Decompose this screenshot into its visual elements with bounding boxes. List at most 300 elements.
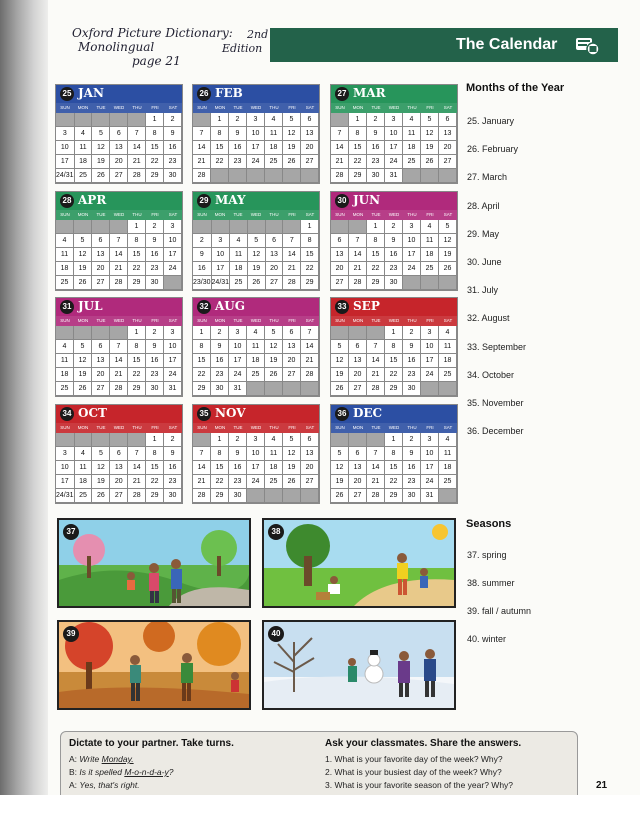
- weekday-label: TUE: [371, 425, 381, 430]
- date-cell: 18: [265, 461, 283, 475]
- date-cell: 5: [283, 433, 301, 447]
- weekday-header: [331, 316, 457, 326]
- date-cell: 13: [349, 461, 367, 475]
- weekday-label: WED: [388, 318, 400, 323]
- date-cell: 7: [128, 127, 146, 141]
- season-vocab-item: 37. spring: [467, 550, 507, 560]
- date-cell: 28: [367, 382, 385, 396]
- months-title: Months of the Year: [466, 82, 565, 94]
- date-cell: [75, 113, 93, 127]
- date-cell: 11: [439, 447, 457, 461]
- date-cell: 23: [146, 262, 164, 276]
- date-cell: 29: [385, 489, 403, 503]
- date-cell: 1: [349, 113, 367, 127]
- date-cell: 6: [349, 447, 367, 461]
- weekday-label: WED: [113, 105, 125, 110]
- date-cell: 12: [331, 461, 349, 475]
- weekday-label: SAT: [305, 318, 315, 323]
- date-cell: 16: [229, 141, 247, 155]
- calendar-aug: [192, 297, 320, 397]
- date-cell: 13: [266, 248, 284, 262]
- date-cell: 19: [331, 368, 349, 382]
- date-cell: 8: [301, 234, 319, 248]
- date-grid: [331, 326, 457, 396]
- date-cell: 9: [229, 447, 247, 461]
- month-vocab-item: 25. January: [467, 116, 515, 126]
- date-cell: 8: [211, 127, 229, 141]
- weekday-label: FRI: [151, 212, 159, 217]
- date-cell: [229, 169, 247, 183]
- month-name: DEC: [353, 406, 383, 420]
- date-cell: 25: [75, 169, 93, 183]
- weekday-label: MON: [77, 105, 89, 110]
- date-cell: 7: [110, 340, 128, 354]
- date-cell: 24: [164, 368, 182, 382]
- date-cell: [75, 433, 93, 447]
- date-cell: 30: [229, 489, 247, 503]
- weekday-label: SUN: [335, 318, 345, 323]
- weekday-label: FRI: [288, 318, 296, 323]
- month-name: MAR: [353, 86, 386, 100]
- date-cell: 26: [74, 276, 92, 290]
- weekday-label: SUN: [60, 425, 70, 430]
- month-vocab-item: 26. February: [467, 144, 519, 155]
- date-cell: 11: [75, 141, 93, 155]
- date-cell: 23: [385, 262, 403, 276]
- exercise-box: [60, 731, 578, 799]
- date-cell: 6: [331, 234, 349, 248]
- date-cell: 7: [301, 326, 319, 340]
- weekday-label: TUE: [233, 425, 243, 430]
- date-cell: 11: [265, 127, 283, 141]
- date-cell: 21: [110, 262, 128, 276]
- date-cell: 9: [164, 447, 182, 461]
- date-cell: 4: [56, 234, 74, 248]
- date-cell: 6: [92, 340, 110, 354]
- date-cell: [283, 220, 301, 234]
- date-cell: 23: [211, 368, 229, 382]
- calendar-header: [56, 85, 182, 103]
- weekday-label: WED: [250, 212, 262, 217]
- date-cell: 10: [403, 234, 421, 248]
- weekday-label: THU: [407, 425, 417, 430]
- date-cell: 25: [56, 382, 74, 396]
- date-cell: 20: [349, 475, 367, 489]
- date-cell: 21: [128, 155, 146, 169]
- weekday-label: FRI: [426, 212, 434, 217]
- dictation-title: Dictate to your partner. Take turns.: [69, 738, 234, 749]
- date-cell: 23: [164, 155, 182, 169]
- date-cell: 7: [349, 234, 367, 248]
- date-cell: 21: [283, 262, 301, 276]
- weekday-label: SUN: [335, 212, 345, 217]
- date-cell: 25: [439, 475, 457, 489]
- date-cell: 9: [193, 248, 212, 262]
- weekday-header: [56, 316, 182, 326]
- date-cell: 10: [247, 127, 265, 141]
- date-grid: [331, 113, 457, 183]
- date-cell: [421, 382, 439, 396]
- date-cell: 9: [403, 447, 421, 461]
- date-cell: 13: [331, 248, 349, 262]
- date-cell: [403, 169, 421, 183]
- date-cell: 14: [367, 354, 385, 368]
- weekday-label: SUN: [60, 318, 70, 323]
- date-cell: 21: [367, 368, 385, 382]
- date-cell: 30: [211, 382, 229, 396]
- note-line-1: Oxford Picture Dictionary:: [72, 26, 233, 40]
- date-cell: 2: [146, 326, 164, 340]
- date-cell: 12: [331, 354, 349, 368]
- date-cell: 27: [301, 155, 319, 169]
- month-name: SEP: [353, 299, 380, 313]
- date-cell: 13: [301, 127, 319, 141]
- date-cell: 31: [164, 382, 182, 396]
- fall-scene-image: [59, 622, 249, 708]
- date-cell: 5: [421, 113, 439, 127]
- date-cell: 6: [92, 234, 110, 248]
- date-cell: [110, 113, 128, 127]
- month-number: 30: [335, 194, 349, 208]
- date-cell: 24: [385, 155, 403, 169]
- date-cell: 12: [283, 127, 301, 141]
- weekday-label: SAT: [443, 105, 453, 110]
- weekday-label: THU: [269, 212, 279, 217]
- month-name: APR: [78, 193, 107, 207]
- date-cell: 1: [128, 220, 146, 234]
- month-number: 29: [197, 194, 211, 208]
- date-cell: 22: [367, 262, 385, 276]
- date-cell: 12: [74, 248, 92, 262]
- date-cell: 19: [248, 262, 266, 276]
- date-cell: [128, 433, 146, 447]
- date-cell: [92, 113, 110, 127]
- date-cell: 17: [164, 354, 182, 368]
- date-cell: 13: [283, 340, 301, 354]
- date-cell: 22: [146, 475, 164, 489]
- date-cell: 28: [367, 489, 385, 503]
- date-cell: [212, 220, 231, 234]
- page-number: 21: [596, 780, 608, 791]
- weekday-header: [193, 316, 319, 326]
- month-number: 28: [60, 194, 74, 208]
- date-cell: 28: [301, 368, 319, 382]
- speaker-label: A:: [69, 780, 78, 790]
- date-cell: 2: [211, 326, 229, 340]
- date-cell: 15: [193, 354, 211, 368]
- date-cell: 10: [164, 234, 182, 248]
- date-cell: 19: [74, 368, 92, 382]
- date-cell: [283, 489, 301, 503]
- date-cell: 15: [146, 461, 164, 475]
- date-cell: 14: [110, 354, 128, 368]
- date-cell: 21: [128, 475, 146, 489]
- date-cell: [349, 220, 367, 234]
- date-cell: 21: [193, 475, 211, 489]
- date-cell: 8: [385, 340, 403, 354]
- date-cell: 23: [229, 155, 247, 169]
- date-cell: 8: [146, 447, 164, 461]
- date-cell: 14: [128, 461, 146, 475]
- date-cell: 12: [421, 127, 439, 141]
- date-cell: [439, 489, 457, 503]
- season-vocab-item: 38. summer: [467, 578, 515, 588]
- date-cell: 28: [128, 169, 146, 183]
- date-cell: 6: [349, 340, 367, 354]
- date-cell: 5: [92, 447, 110, 461]
- date-cell: 28: [193, 489, 211, 503]
- date-cell: 2: [367, 113, 385, 127]
- date-cell: 5: [331, 340, 349, 354]
- date-cell: 11: [56, 248, 74, 262]
- weekday-label: THU: [132, 318, 142, 323]
- question: 3. What is your favorite season of the year? Why?: [325, 780, 514, 790]
- date-cell: 19: [439, 248, 457, 262]
- date-cell: 24: [247, 475, 265, 489]
- date-cell: 12: [283, 447, 301, 461]
- calendar-header: [56, 192, 182, 210]
- date-cell: 14: [283, 248, 301, 262]
- date-cell: 9: [385, 234, 403, 248]
- date-cell: 29: [385, 382, 403, 396]
- date-cell: 11: [247, 340, 265, 354]
- date-cell: 10: [164, 340, 182, 354]
- date-cell: 7: [193, 127, 211, 141]
- weekday-header: [193, 423, 319, 433]
- date-grid: [331, 433, 457, 503]
- date-cell: [439, 382, 457, 396]
- weekday-label: SUN: [197, 318, 207, 323]
- calendar-mar: [330, 84, 458, 184]
- date-cell: 25: [265, 475, 283, 489]
- date-cell: [265, 489, 283, 503]
- calendar-header: [193, 85, 319, 103]
- date-grid: [193, 220, 319, 290]
- date-cell: 31: [421, 489, 439, 503]
- date-cell: 17: [164, 248, 182, 262]
- weekday-label: SAT: [168, 105, 178, 110]
- question: 1. What is your favorite day of the week? Why?: [325, 754, 503, 764]
- weekday-label: THU: [407, 318, 417, 323]
- date-cell: [56, 326, 74, 340]
- date-cell: 27: [301, 475, 319, 489]
- weekday-label: MON: [214, 425, 226, 430]
- date-cell: 20: [439, 141, 457, 155]
- date-cell: 27: [92, 276, 110, 290]
- date-cell: 6: [110, 127, 128, 141]
- date-cell: 18: [247, 354, 265, 368]
- date-cell: 17: [56, 475, 75, 489]
- date-cell: 18: [265, 141, 283, 155]
- note-edition: Edition: [222, 42, 263, 55]
- date-cell: 29: [193, 382, 211, 396]
- date-cell: 24: [421, 368, 439, 382]
- date-cell: 5: [248, 234, 266, 248]
- date-cell: 19: [421, 141, 439, 155]
- date-cell: 19: [265, 354, 283, 368]
- date-cell: 30: [164, 169, 182, 183]
- picture-number: 38: [268, 524, 284, 540]
- date-cell: 6: [301, 433, 319, 447]
- date-cell: 18: [439, 461, 457, 475]
- date-cell: 16: [164, 141, 182, 155]
- date-cell: 24: [229, 368, 247, 382]
- weekday-label: TUE: [233, 212, 243, 217]
- weekday-label: SUN: [197, 105, 207, 110]
- question: 2. What is your busiest day of the week? Why?: [325, 767, 502, 777]
- date-cell: 17: [247, 461, 265, 475]
- date-cell: 25: [265, 155, 283, 169]
- date-cell: 17: [385, 141, 403, 155]
- date-cell: 15: [367, 248, 385, 262]
- date-cell: 29: [146, 169, 164, 183]
- date-cell: 7: [128, 447, 146, 461]
- date-cell: 26: [283, 155, 301, 169]
- date-cell: 10: [56, 141, 75, 155]
- date-cell: [92, 220, 110, 234]
- spring-scene-image: [59, 520, 249, 606]
- calendar-jul: [55, 297, 183, 397]
- date-cell: 9: [146, 340, 164, 354]
- date-cell: 26: [74, 382, 92, 396]
- date-cell: [247, 489, 265, 503]
- date-cell: 9: [367, 127, 385, 141]
- note-line-2: Monolingual: [78, 40, 155, 54]
- month-vocab-item: 33. September: [467, 341, 527, 352]
- speaker-label: B:: [69, 767, 78, 777]
- calendar-header: [193, 405, 319, 423]
- date-cell: [301, 489, 319, 503]
- date-cell: 15: [385, 461, 403, 475]
- date-cell: [56, 220, 74, 234]
- weekday-label: MON: [352, 105, 364, 110]
- date-cell: 28: [110, 382, 128, 396]
- page-bottom-margin: [0, 795, 640, 835]
- weekday-label: THU: [132, 105, 142, 110]
- date-cell: 14: [128, 141, 146, 155]
- date-cell: 22: [385, 368, 403, 382]
- date-cell: 6: [301, 113, 319, 127]
- date-cell: 22: [193, 368, 211, 382]
- month-number: 31: [60, 300, 74, 314]
- weekday-label: WED: [113, 212, 125, 217]
- date-cell: 20: [92, 262, 110, 276]
- calendar-jun: [330, 191, 458, 291]
- date-cell: 6: [439, 113, 457, 127]
- date-cell: 3: [56, 127, 75, 141]
- calendar-sep: [330, 297, 458, 397]
- date-cell: [265, 382, 283, 396]
- date-cell: 10: [421, 447, 439, 461]
- month-vocab-item: 35. November: [467, 398, 524, 408]
- month-number: 33: [335, 300, 349, 314]
- date-cell: 24/31: [56, 489, 75, 503]
- date-cell: 25: [75, 489, 93, 503]
- weekday-label: FRI: [151, 425, 159, 430]
- date-cell: [301, 169, 319, 183]
- dictation-exercise: [69, 738, 309, 792]
- weekday-label: TUE: [371, 105, 381, 110]
- date-cell: 3: [164, 326, 182, 340]
- date-cell: 24: [164, 262, 182, 276]
- date-cell: 3: [247, 113, 265, 127]
- spring-picture: [57, 518, 251, 608]
- month-number: 26: [197, 87, 211, 101]
- date-cell: 10: [247, 447, 265, 461]
- date-cell: 3: [247, 433, 265, 447]
- date-cell: [248, 220, 266, 234]
- date-cell: 28: [110, 276, 128, 290]
- weekday-header: [56, 423, 182, 433]
- weekday-label: SUN: [335, 425, 345, 430]
- date-cell: 26: [265, 368, 283, 382]
- date-cell: 15: [128, 248, 146, 262]
- calendar-nov: [192, 404, 320, 504]
- date-cell: 27: [266, 276, 284, 290]
- date-cell: 11: [439, 340, 457, 354]
- weekday-label: SAT: [305, 105, 315, 110]
- date-cell: 17: [212, 262, 231, 276]
- date-cell: 12: [92, 141, 110, 155]
- date-cell: 14: [193, 141, 211, 155]
- date-cell: [110, 326, 128, 340]
- date-cell: [56, 113, 75, 127]
- date-cell: 10: [421, 340, 439, 354]
- dialog-line: [69, 779, 309, 792]
- note-superscript: 2nd: [247, 28, 269, 41]
- month-vocab-item: 28. April: [467, 200, 500, 211]
- weekday-label: FRI: [288, 212, 296, 217]
- date-cell: 15: [211, 461, 229, 475]
- date-cell: 18: [75, 155, 93, 169]
- date-cell: 20: [331, 262, 349, 276]
- date-cell: 28: [128, 489, 146, 503]
- date-cell: 5: [439, 220, 457, 234]
- month-name: JUL: [78, 299, 103, 313]
- date-cell: 17: [421, 354, 439, 368]
- calendar-header: [56, 298, 182, 316]
- date-cell: 13: [110, 461, 128, 475]
- date-cell: 17: [247, 141, 265, 155]
- date-cell: 4: [56, 340, 74, 354]
- weekday-label: MON: [352, 425, 364, 430]
- date-cell: 1: [385, 326, 403, 340]
- date-cell: 22: [211, 155, 229, 169]
- date-cell: 22: [146, 155, 164, 169]
- date-cell: 2: [164, 113, 182, 127]
- date-cell: 21: [193, 155, 211, 169]
- month-name: AUG: [215, 299, 246, 313]
- date-cell: 27: [283, 368, 301, 382]
- date-cell: 9: [211, 340, 229, 354]
- date-cell: 3: [421, 433, 439, 447]
- date-cell: 20: [110, 475, 128, 489]
- date-cell: 12: [439, 234, 457, 248]
- date-cell: 9: [146, 234, 164, 248]
- weekday-label: MON: [77, 425, 89, 430]
- date-cell: 22: [128, 262, 146, 276]
- date-cell: 19: [331, 475, 349, 489]
- month-vocab-item: 32. August: [467, 313, 510, 324]
- calendar-may: [192, 191, 320, 291]
- date-cell: 5: [74, 340, 92, 354]
- month-name: OCT: [78, 406, 107, 420]
- date-cell: 21: [349, 262, 367, 276]
- date-cell: [247, 169, 265, 183]
- date-cell: 2: [385, 220, 403, 234]
- date-cell: 3: [229, 326, 247, 340]
- date-cell: 12: [74, 354, 92, 368]
